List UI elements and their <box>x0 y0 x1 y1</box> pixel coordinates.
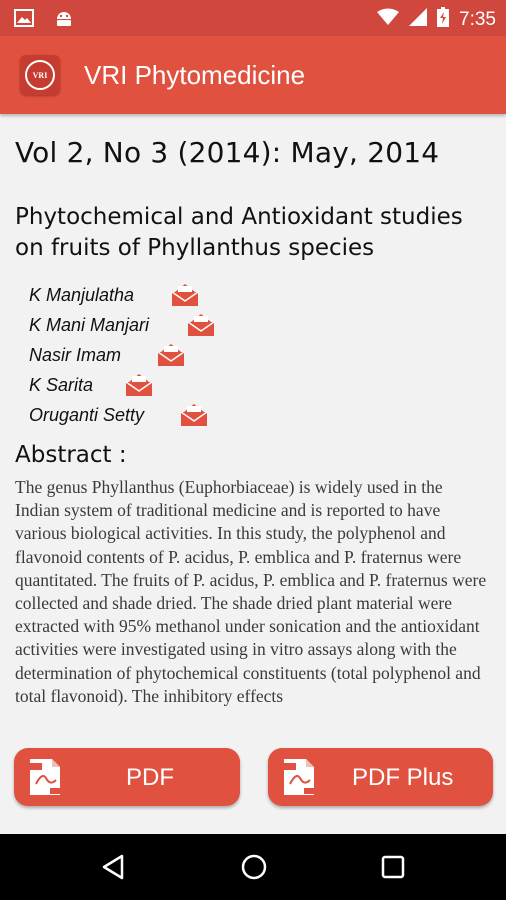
issue-heading: Vol 2, No 3 (2014): May, 2014 <box>15 136 440 169</box>
author-list <box>29 280 149 430</box>
android-notification-icon <box>54 8 74 33</box>
author-name: Oruganti Setty <box>29 404 145 425</box>
app-bar <box>0 36 506 114</box>
recent-apps-icon[interactable] <box>381 855 405 884</box>
app-title: VRI Phytomedicine <box>84 60 306 90</box>
abstract-text: The genus Phyllanthus (Euphorbiaceae) is widely used in the Indian system of traditional medicine and is reported to have various biological activities. In this study, the polyphenol and flavonoid contents of P. acidus, P. emblica and P. fraternus were quantitated. The fruits of P. acidus, P. emblica and P. fraternus were collected and shade dried. The shade dried plant material were extracted with 95% methanol under sonication and the antioxidant activities were investigated using in vitro assays along with the determination of phytochemical constituents (total polyphenol and total flavonoid). The inhibitory effects <box>15 477 487 706</box>
signal-icon <box>409 8 427 31</box>
app-logo-text: VRI <box>25 60 55 90</box>
navigation-bar <box>0 834 506 900</box>
author-item <box>29 400 149 430</box>
back-icon[interactable] <box>100 854 126 885</box>
pdf-plus-button-label: PDF Plus <box>352 764 454 791</box>
image-notification-icon <box>14 9 34 32</box>
pdf-button[interactable] <box>14 748 240 806</box>
author-name: Nasir Imam <box>29 344 122 365</box>
article-content[interactable] <box>15 114 491 734</box>
email-icon[interactable] <box>157 342 185 371</box>
pdf-button-label: PDF <box>126 764 174 791</box>
wifi-icon <box>377 8 399 31</box>
pdf-file-icon <box>282 758 316 803</box>
pdf-plus-button[interactable] <box>268 748 493 806</box>
author-name: K Manjulatha <box>29 284 135 305</box>
abstract-heading: Abstract : <box>15 442 127 468</box>
email-icon[interactable] <box>125 372 153 401</box>
email-icon[interactable] <box>187 312 215 341</box>
author-name: K Sarita <box>29 374 94 395</box>
author-item <box>29 370 149 400</box>
app-logo[interactable] <box>20 55 60 95</box>
status-bar <box>0 0 506 36</box>
battery-icon <box>437 7 449 32</box>
email-icon[interactable] <box>180 402 208 431</box>
article-title: Phytochemical and Antioxidant studies on fruits of Phyllanthus species <box>15 204 463 261</box>
pdf-file-icon <box>28 758 62 803</box>
author-item <box>29 310 149 340</box>
author-item <box>29 340 149 370</box>
home-icon[interactable] <box>240 853 268 886</box>
email-icon[interactable] <box>171 282 199 311</box>
author-item <box>29 280 149 310</box>
author-name: K Mani Manjari <box>29 314 150 335</box>
clock: 7:35 <box>459 8 496 30</box>
